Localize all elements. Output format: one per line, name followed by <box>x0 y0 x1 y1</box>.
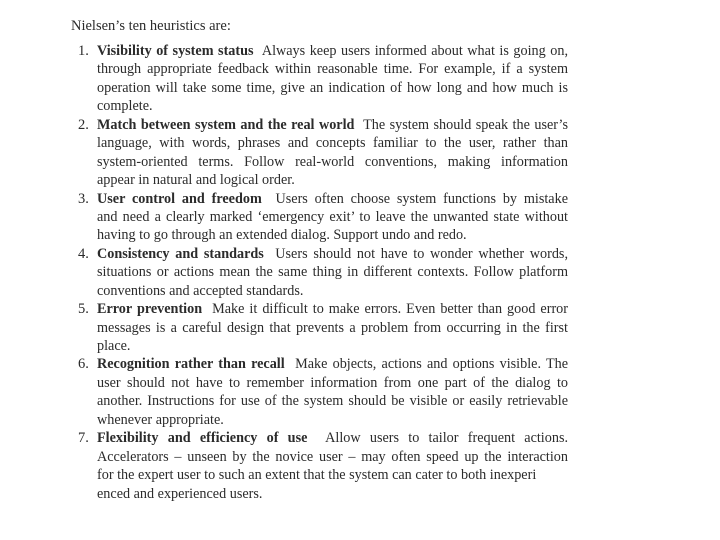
list-item <box>78 429 568 503</box>
item-line: operation will take some time, give an indication of how long and how much is <box>97 79 568 96</box>
item-line: user should not have to remember information from one part of the dialog to <box>97 374 568 391</box>
item-line <box>97 42 568 60</box>
item-line: situations or actions mean the same thing in different contexts. Follow platform <box>97 264 568 281</box>
item-line: whenever appropriate. <box>97 411 224 428</box>
item-line: language, with words, phrases and concepts familiar to the user, rather than <box>97 135 568 152</box>
item-number: 4. <box>78 245 89 262</box>
item-line: for the expert user to such an extent that the system can cater to both inexperi <box>97 467 537 484</box>
item-line: system-oriented terms. Follow real-world conventions, making information <box>97 153 568 170</box>
item-text: The system should speak the user’s <box>363 116 568 133</box>
item-text: Users often choose system functions by mistake <box>275 190 568 207</box>
item-number: 6. <box>78 356 89 373</box>
item-text: Allow users to tailor frequent actions. <box>325 430 569 447</box>
item-number: 2. <box>78 116 89 133</box>
intro-text: Nielsen’s ten heuristics are: <box>71 18 231 34</box>
item-line <box>97 190 568 208</box>
item-line <box>97 300 568 318</box>
item-number: 1. <box>78 43 89 59</box>
item-line: Accelerators – unseen by the novice user – may often speed up the interaction <box>97 448 568 465</box>
item-number: 5. <box>78 301 89 318</box>
item-line: appear in natural and logical order. <box>97 172 295 189</box>
list-item <box>78 116 568 190</box>
item-title: Recognition rather than recall <box>97 356 285 373</box>
item-line: another. Instructions for use of the system should be visible or easily retrievable <box>97 393 568 410</box>
item-title: Consistency and standards <box>97 245 264 262</box>
item-title: Flexibility and efficiency of use <box>97 430 308 447</box>
list-item <box>78 190 568 245</box>
list-item <box>78 245 568 300</box>
item-number: 7. <box>78 430 89 447</box>
item-line: complete. <box>97 98 153 115</box>
item-title: Match between system and the real world <box>97 116 355 133</box>
item-title: Visibility of system status <box>97 43 254 59</box>
item-line: and need a clearly marked ‘emergency exit’ to leave the unwanted state without <box>97 208 568 225</box>
item-title: Error prevention <box>97 301 203 318</box>
item-line: place. <box>97 338 131 354</box>
item-line: enced and experienced users. <box>97 485 263 502</box>
item-text: Always keep users informed about what is going on, <box>261 43 568 59</box>
item-number: 3. <box>78 190 89 207</box>
heuristics-list <box>78 42 568 503</box>
list-item <box>78 42 568 116</box>
item-line: through appropriate feedback within reasonable time. For example, if a system <box>97 61 568 78</box>
item-line <box>97 355 568 373</box>
list-item <box>78 355 568 429</box>
item-text: Make it difficult to make errors. Even better than good error <box>212 301 568 318</box>
item-title: User control and freedom <box>97 190 262 207</box>
item-line <box>97 116 568 134</box>
item-line: messages is a careful design that prevents a problem from occurring in the first <box>97 319 568 336</box>
item-line: conventions and accepted standards. <box>97 282 304 299</box>
item-line <box>97 429 568 447</box>
item-line <box>97 245 568 263</box>
item-text: Users should not have to wonder whether words, <box>275 245 569 262</box>
list-item <box>78 300 568 355</box>
item-text: Make objects, actions and options visible. The <box>295 356 569 373</box>
item-line: having to go through an extended dialog. Support undo and redo. <box>97 227 467 244</box>
